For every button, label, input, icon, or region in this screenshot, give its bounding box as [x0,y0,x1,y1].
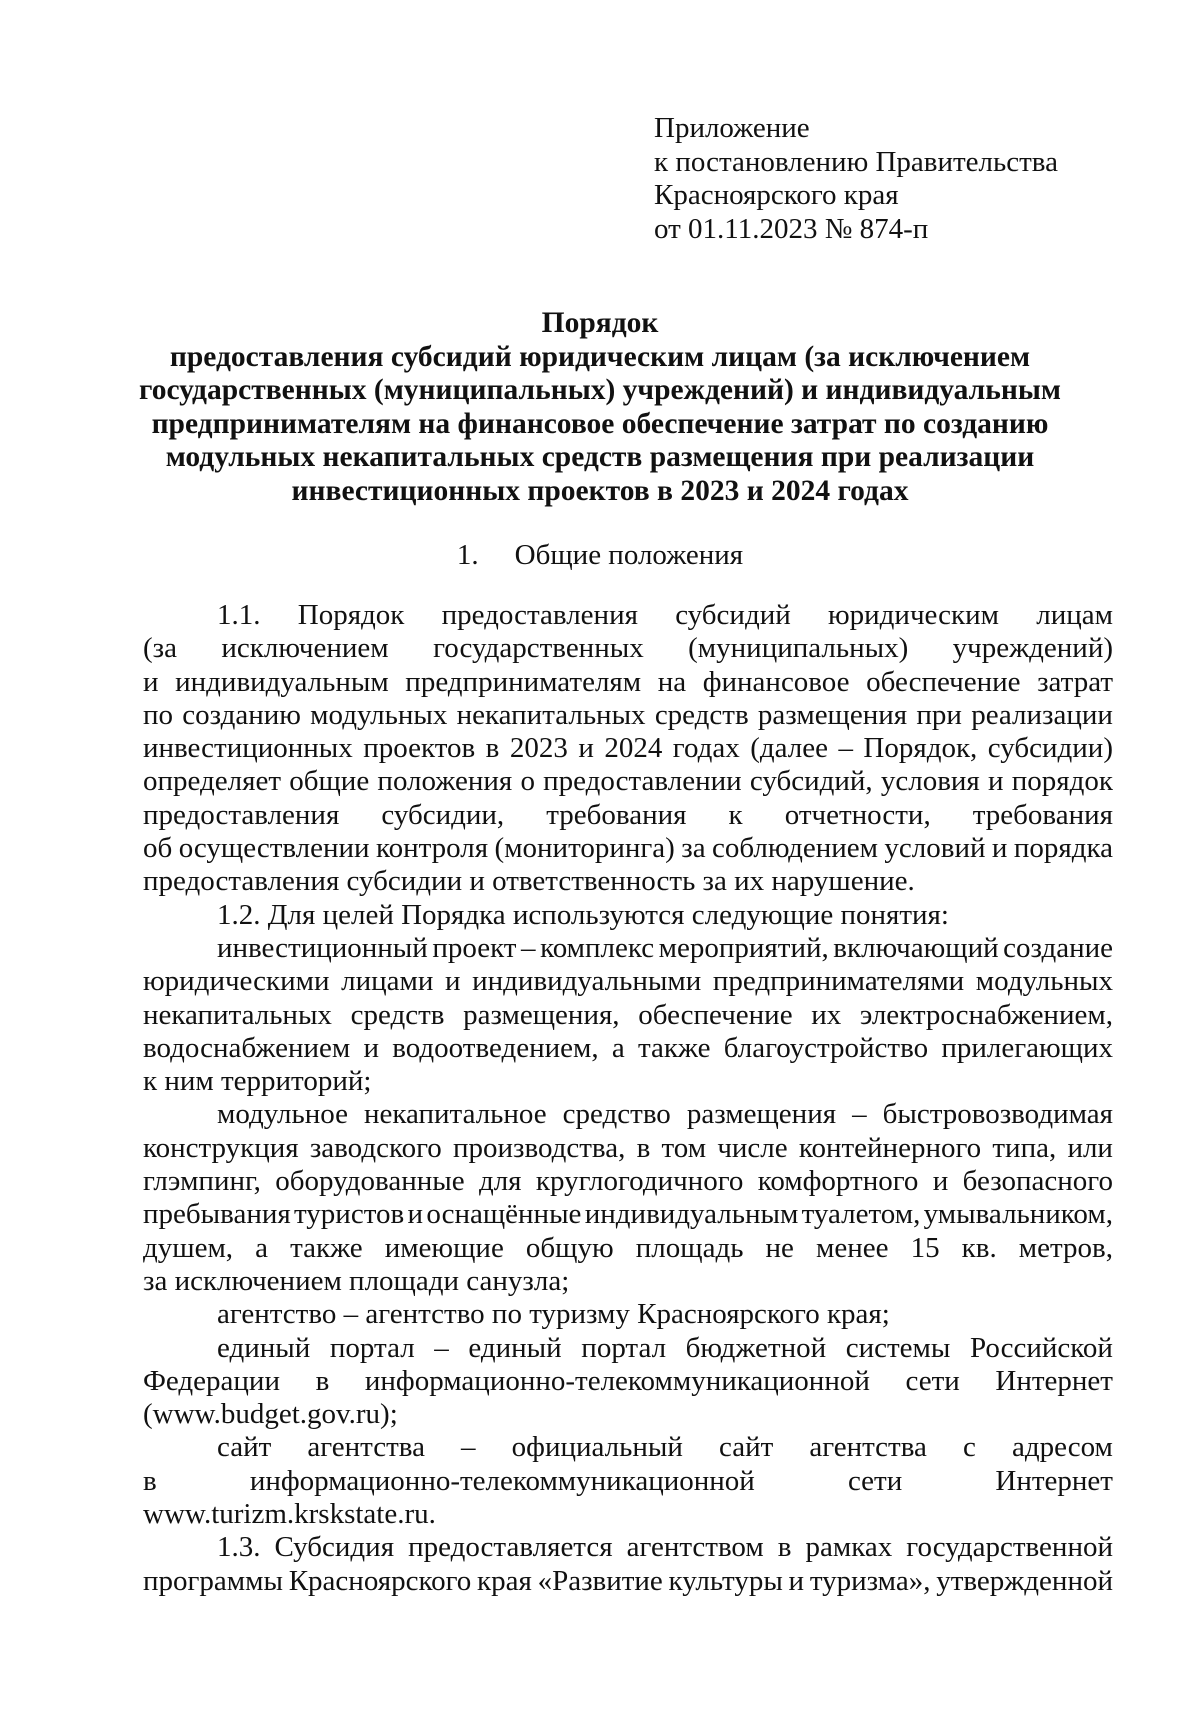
word: бюджетной [685,1331,827,1364]
word: душем, [143,1231,234,1264]
section-number: 1. [456,539,479,571]
word: мероприятий, [658,931,829,964]
word: официальный [511,1431,683,1464]
word: информационно-телекоммуникационной [364,1364,870,1397]
word: и [932,1165,949,1198]
text-line [143,765,1113,798]
word: круглогодичного [535,1165,744,1198]
text-line [143,1165,1113,1198]
word: при [916,698,962,731]
word: в [315,1364,330,1397]
word: а [255,1231,269,1264]
word: Российской [970,1331,1113,1364]
title-line: модульных некапитальных средств размещения при реализации [165,441,1035,473]
word: Субсидия [274,1531,395,1564]
header-line: Приложение [654,112,810,144]
word: на [657,665,687,698]
word: некапитальных [143,998,332,1031]
text-line [143,932,1113,965]
word: с [963,1431,976,1464]
text-line [143,666,1113,699]
word: а [611,1031,625,1064]
word: том [661,1131,707,1164]
word: быстровозводимая [882,1098,1113,1131]
word: включающий [833,931,999,964]
word: оснащённые [426,1198,582,1231]
word: прилегающих [941,1031,1113,1064]
word: – [838,732,853,765]
word: адресом [1012,1431,1113,1464]
word: «Развитие [537,1564,663,1597]
word: благоустройство [723,1031,929,1064]
word: в [485,732,500,765]
header-line: от 01.11.2023 № 874-п [654,212,929,245]
text-line: к ним территорий; [143,1065,372,1098]
word: и [407,1198,424,1231]
word: субсидий [675,599,791,631]
word: модульных [975,965,1113,998]
word: обеспечение [866,665,1021,698]
word: по [143,698,174,731]
word: реализации [971,698,1113,731]
word: сайт [718,1431,774,1464]
text-line [143,965,1113,998]
word: кв. [961,1231,997,1264]
word: площадь [635,1231,744,1264]
word: обеспечение [638,998,793,1031]
word: предпринимателями [712,965,965,998]
word: оборудованные [275,1165,465,1198]
word: – [852,1098,867,1131]
word: типа, [992,1131,1057,1164]
word: за [681,832,706,865]
document-title [130,307,1070,508]
word: модульное [217,1098,348,1131]
word: водоотведением, [392,1031,599,1064]
text-line [143,999,1113,1032]
text-line [143,699,1113,732]
word: предоставлении [543,765,742,798]
word: условия [880,765,980,798]
word: лицам [1036,599,1113,631]
word: информационно-телекоммуникационной [249,1464,755,1497]
word: глэмпинг, [143,1165,261,1198]
word: созданию [182,698,301,731]
word: индивидуальными [472,965,702,998]
text-line [143,632,1113,665]
word: осуществлении [178,832,370,865]
word: общую [525,1231,614,1264]
word: для [478,1165,522,1198]
word: Интернет [995,1464,1113,1497]
text-line [143,832,1113,865]
word: предоставляется [408,1531,613,1564]
title-line: предпринимателям на финансовое обеспечение затрат по созданию [151,407,1049,440]
appendix-header [654,112,1058,246]
word: создание [1003,931,1113,964]
word: конструкция [143,1131,299,1164]
word: порядка [1013,832,1113,865]
word: 1.3. [217,1531,261,1564]
text-line [143,1365,1113,1398]
text-line [143,1332,1113,1365]
word: индивидуальным [584,1198,799,1231]
word: Порядок [297,599,405,631]
text-line [143,1531,1113,1564]
word: размещения [757,698,908,731]
word: программы [143,1564,283,1597]
word: и [991,832,1008,865]
word: сети [905,1364,960,1397]
word: положения [377,765,513,798]
word: (за [143,632,177,665]
word: некапитальных [456,698,646,731]
word: модульных [310,698,448,731]
word: агентства [809,1431,927,1464]
text-line [143,1132,1113,1165]
text-line [143,1565,1113,1598]
word: агентством [626,1531,764,1564]
word: в [636,1131,651,1164]
word: не [765,1231,794,1264]
header-line: Красноярского края [654,179,899,211]
word: культуры [668,1564,783,1597]
text-line [143,1198,1113,1231]
text-line: за исключением площади санузла; [143,1264,570,1297]
word: размещения [686,1098,837,1131]
word: в [777,1531,792,1564]
word: затрат [1037,665,1113,698]
word: годах [672,732,740,765]
word: единый [217,1331,311,1364]
word: также [290,1231,363,1264]
word: предпринимателям [405,665,642,698]
word: (далее [750,732,828,765]
word: и [444,965,461,998]
text-line: www.turizm.krskstate.ru. [143,1498,436,1531]
word: средство [562,1098,671,1131]
word: индивидуальным [175,665,389,698]
word: метров, [1018,1231,1113,1264]
word: агентства [307,1431,425,1464]
word: общие [289,765,370,798]
text-line [143,1098,1113,1131]
word: утвержденной [936,1564,1113,1597]
word: также [637,1031,711,1064]
word: и [987,765,1004,798]
word: субсидии) [987,732,1113,765]
word: проект [432,931,517,964]
word: менее [816,1231,889,1264]
word: сети [847,1464,903,1497]
text-line: (www.budget.gov.ru); [143,1398,398,1431]
word: умывальником, [923,1198,1113,1231]
word: – [434,1331,449,1364]
text-line [143,1032,1113,1065]
word: 2024 [604,732,663,765]
word: инвестиционных [143,732,353,765]
document-body [143,599,1113,1598]
header-line: к постановлению Правительства [654,145,1058,178]
word: водоснабжением [143,1031,351,1064]
word: Федерации [143,1364,280,1397]
word: портал [581,1331,667,1364]
word: к [728,798,743,831]
word: субсидий, [749,765,873,798]
word: средств [654,698,749,731]
word: средств [350,998,445,1031]
text-line [143,732,1113,765]
title-line: Порядок [541,307,659,339]
word: об [143,832,173,865]
text-line [143,599,1113,632]
word: юридическими [143,965,330,998]
text-line: 1.2. Для целей Порядка используются следующие понятия: [217,898,949,931]
word: предоставления [441,599,638,631]
word: порядок [1011,765,1113,798]
word: соблюдением [712,832,878,865]
word: определяет [143,765,281,798]
title-line: государственных (муниципальных) учреждений) и индивидуальным [139,374,1061,406]
text-line [143,1232,1113,1265]
text-line [143,1465,1113,1498]
title-line: инвестиционных проектов в 2023 и 2024 годах [291,474,909,507]
text-line: предоставления субсидии и ответственность за их нарушение. [143,865,915,898]
word: требования [972,798,1113,831]
word: пребывания [143,1198,291,1231]
word: туризма», [809,1564,931,1597]
word: туалетом, [801,1198,921,1231]
word: и [143,665,159,698]
word: – [461,1431,476,1464]
word: проектов [363,732,476,765]
word: Интернет [995,1364,1113,1397]
word: лицами [341,965,434,998]
word: о [520,765,535,798]
word: электроснабжением, [859,998,1113,1031]
word: безопасного [962,1165,1113,1198]
section-title: Общие положения [514,539,744,571]
text-line: агентство – агентство по туризму Красноярского края; [217,1298,890,1331]
word: юридическим [827,599,999,631]
word: или [1067,1131,1113,1164]
word: отчетности, [784,798,931,831]
word: Порядок, [863,732,978,765]
word: государственных [433,632,644,665]
word: финансовое [702,665,850,698]
word: туристов [294,1198,405,1231]
word: 1.1. [217,599,261,631]
word: имеющие [384,1231,504,1264]
word: размещения, [463,998,620,1031]
title-line: предоставления субсидий юридическим лицам (за исключением [169,340,1031,373]
text-line [143,799,1113,832]
word: сайт [217,1431,272,1464]
word: и [363,1031,379,1064]
word: комплекс [540,931,655,964]
word: их [811,998,842,1031]
word: и [788,1564,805,1597]
word: 2023 [509,732,568,765]
word: контроля [376,832,489,865]
word: портал [329,1331,415,1364]
word: условий [884,832,986,865]
word: комфортного [757,1165,919,1198]
word: единый [468,1331,562,1364]
word: 15 [910,1231,940,1264]
word: государственной [906,1531,1113,1564]
word: Красноярского [288,1564,472,1597]
word: числе [717,1131,788,1164]
word: заводского [309,1131,442,1164]
text-line [143,1431,1113,1464]
word: (муниципальных) [688,632,909,665]
word: производства, [452,1131,626,1164]
word: требования [546,798,687,831]
word: края [477,1564,532,1597]
word: контейнерного [798,1131,982,1164]
section-heading [130,538,1070,572]
word: исключением [221,632,389,665]
word: предоставления [143,798,340,831]
word: системы [845,1331,951,1364]
word: – [521,931,536,964]
word: учреждений) [952,632,1113,665]
word: в [143,1464,157,1497]
word: рамках [805,1531,893,1564]
word: субсидии, [381,798,505,831]
word: (мониторинга) [494,832,675,865]
word: инвестиционный [217,931,428,964]
word: и [578,732,594,765]
word: некапитальное [363,1098,547,1131]
